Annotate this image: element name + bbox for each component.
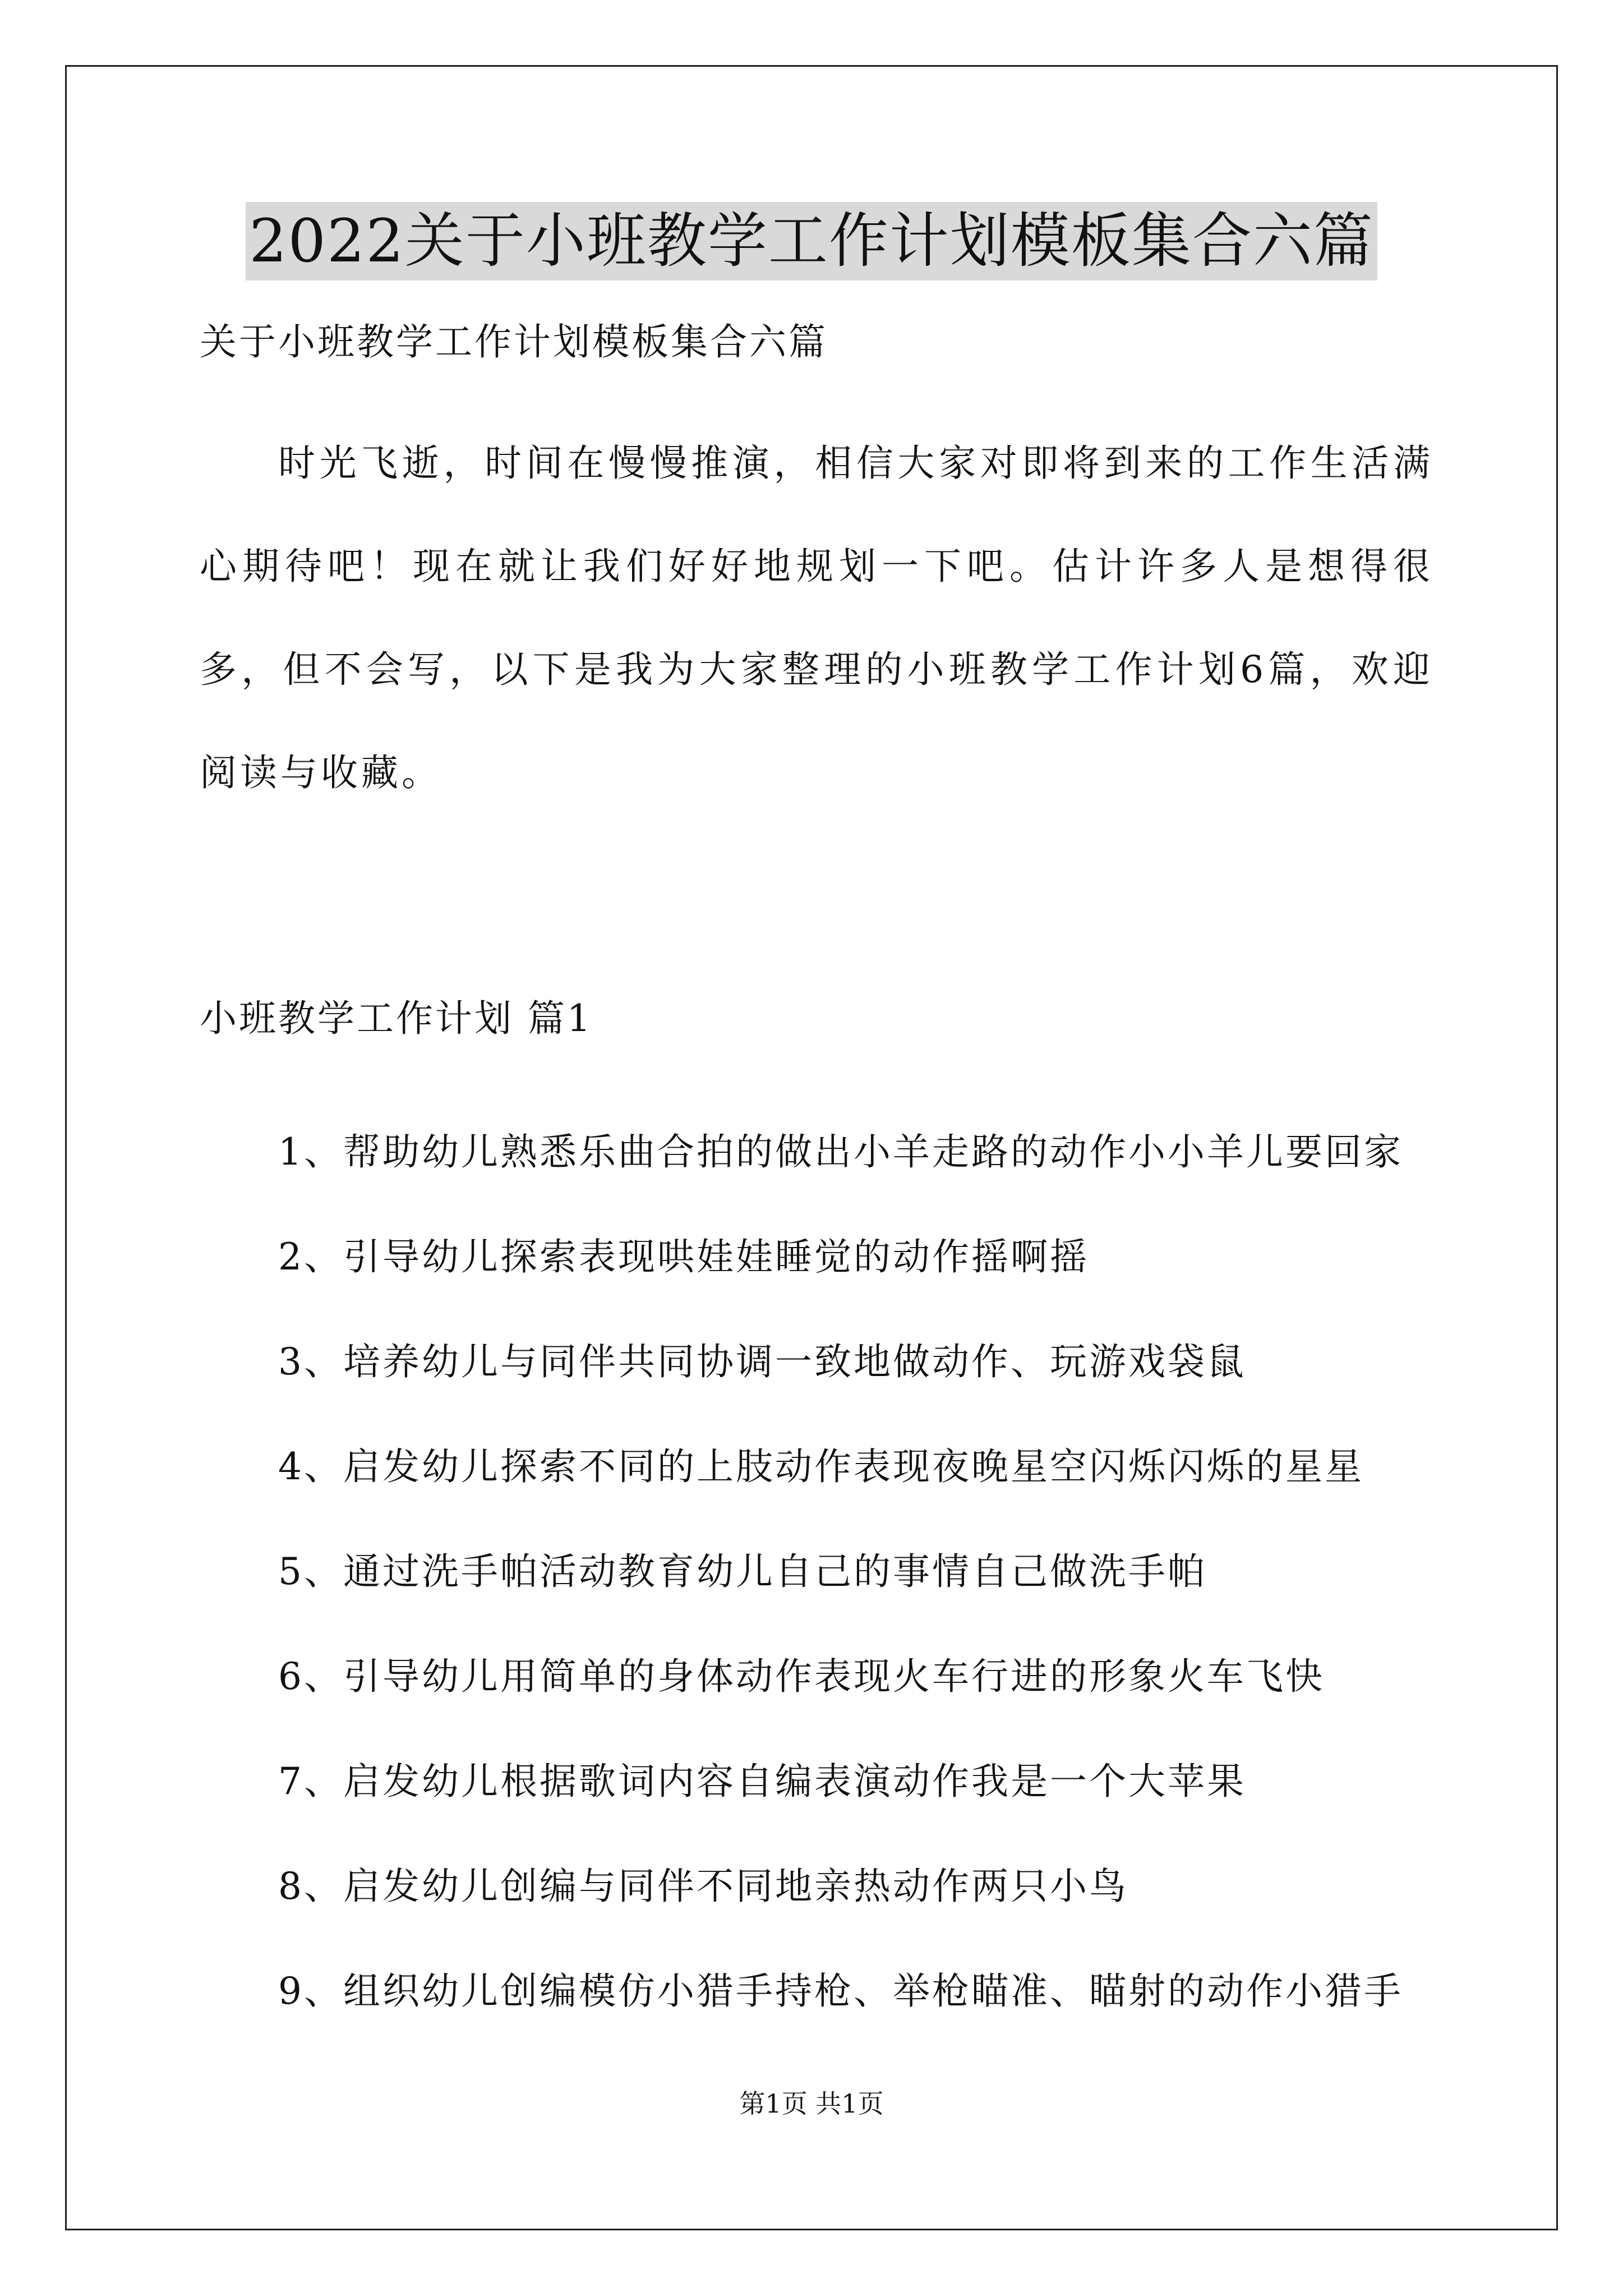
intro-paragraph: 时光飞逝，时间在慢慢推演，相信大家对即将到来的工作生活满心期待吧！现在就让我们好好地规划一下吧。估计许多人是想得很多，但不会写，以下是我为大家整理的小班教学工作计划6篇，欢迎阅读与收藏。: [200, 441, 1433, 794]
list-item: 2、引导幼儿探索表现哄娃娃睡觉的动作摇啊摇: [278, 1235, 1089, 1278]
list-item: 9、组织幼儿创编模仿小猎手持枪、举枪瞄准、瞄射的动作小猎手: [278, 1970, 1403, 2013]
list-item: 5、通过洗手帕活动教育幼儿自己的事情自己做洗手帕: [278, 1550, 1207, 1593]
document-body: [200, 314, 1433, 2044]
page-footer: 第1页 共1页: [739, 2088, 884, 2119]
list-item: 6、引导幼儿用简单的身体动作表现火车行进的形象火车飞快: [278, 1655, 1325, 1698]
document-subtitle: 关于小班教学工作计划模板集合六篇: [200, 320, 828, 364]
list-item: 1、帮助幼儿熟悉乐曲合拍的做出小羊走路的动作小小羊儿要回家: [278, 1130, 1403, 1174]
list-item: 3、培养幼儿与同伴共同协调一致地做动作、玩游戏袋鼠: [278, 1340, 1246, 1383]
list-item: 7、启发幼儿根据歌词内容自编表演动作我是一个大苹果: [278, 1760, 1246, 1803]
document-title: 2022关于小班教学工作计划模板集合六篇: [246, 202, 1377, 280]
list-item: 4、启发幼儿探索不同的上肢动作表现夜晚星空闪烁闪烁的星星: [278, 1445, 1364, 1488]
section-heading: 小班教学工作计划 篇1: [200, 997, 593, 1040]
title-container: [0, 202, 1623, 280]
plan-list: [200, 1099, 1433, 2044]
list-item: 8、启发幼儿创编与同伴不同地亲热动作两只小鸟: [278, 1865, 1128, 1908]
